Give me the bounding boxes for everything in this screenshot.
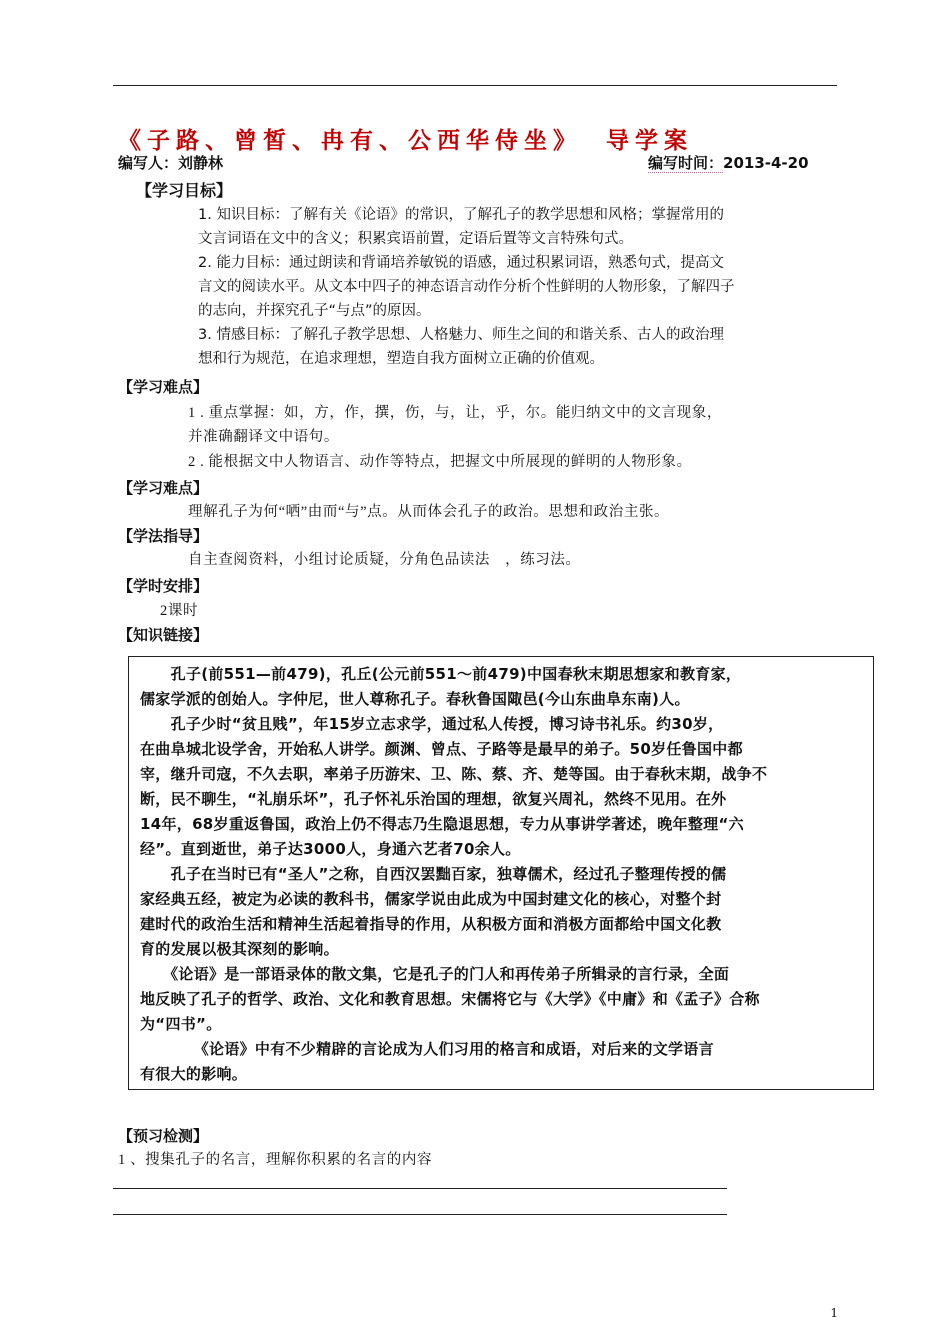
difficulty-body-1 [188,401,722,425]
goals-line: 1. 知识目标：了解有关《论语》的常识，了解孔子的教学思想和风格；掌握常用的 [198,207,724,223]
knowledge-line: 《论语》中有不少精辟的言论成为人们习用的格言和成语，对后来的文学语言 [140,1040,714,1058]
difficulty-heading-1: 【学习难点】 [118,378,209,396]
schedule-line: 2课时 [160,603,199,619]
knowledge-line: 在曲阜城北设学舍，开始私人讲学。颜渊、曾点、子路等是最早的弟子。50岁任鲁国中都 [140,740,743,758]
goals-line: 的志向，并探究孔子“与点”的原因。 [198,303,431,319]
difficulty-line: 并准确翻译文中语句。 [188,429,339,445]
goals-line: 2. 能力目标：通过朗读和背诵培养敏锐的语感，通过积累词语，熟悉句式，提高文 [198,255,724,271]
difficulty-body-1b [188,425,339,449]
answer-line[interactable] [113,1188,727,1189]
page-title-suffix: 导学案 [606,127,693,154]
knowledge-body [140,662,866,1087]
knowledge-line: 宰，继升司寇，不久去职，率弟子历游宋、卫、陈、蔡、齐、楚等国。由于春秋末期，战争不 [140,765,768,783]
knowledge-heading: 【知识链接】 [118,626,209,644]
difficulty-line: 1 . 重点掌握：如，方，作，撰，伤，与，让，乎，尔。能归纳文中的文言现象， [188,405,722,421]
method-line: 自主查阅资料，小组讨论质疑，分角色品读法 ，练习法。 [188,552,581,568]
date-value: 2013-4-20 [723,154,809,172]
date-label [648,152,809,173]
method-body [188,548,581,572]
page-title [118,122,838,155]
goals-line: 文言词语在文中的含义；积累宾语前置，定语后置等文言特殊句式。 [198,231,633,247]
knowledge-line: 儒家学派的创始人。字仲尼，世人尊称孔子。春秋鲁国陬邑(今山东曲阜东南)人。 [140,690,690,708]
knowledge-line: 育的发展以极其深刻的影响。 [140,940,339,958]
knowledge-line: 孔子(前551—前479)，孔丘(公元前551～前479)中国春秋末期思想家和教育家， [140,665,742,683]
difficulty-heading-2: 【学习难点】 [118,479,209,497]
goals-line: 想和行为规范，在追求理想，塑造自我方面树立正确的价值观。 [198,351,604,367]
page-title-main: 《子路、曾皙、冉有、公西华侍坐》 [118,127,582,154]
author-label: 编写人：刘静林 [118,154,224,172]
goals-line: 言文的阅读水平。从文本中四子的神态语言动作分析个性鲜明的人物形象，了解四子 [198,279,735,295]
goals-body [198,203,735,371]
top-rule [113,85,837,86]
knowledge-line: 建时代的政治生活和精神生活起着指导的作用，从积极方面和消极方面都给中国文化教 [140,915,722,933]
answer-line[interactable] [113,1214,727,1215]
difficulty-line: 理解孔子为何“哂”由而“与”点。从而体会孔子的政治。思想和政治主张。 [188,504,670,520]
schedule-heading: 【学时安排】 [118,577,209,595]
page-number: 1 [830,1306,838,1320]
knowledge-line: 家经典五经，被定为必读的教科书，儒家学说由此成为中国封建文化的核心，对整个封 [140,890,722,908]
difficulty-body-1c [188,450,692,474]
knowledge-line: 有很大的影响。 [140,1065,248,1083]
method-heading: 【学法指导】 [118,527,209,545]
knowledge-line: 为“四书”。 [140,1015,222,1033]
date-label-text: 编写时间： [648,154,724,172]
preview-heading: 【预习检测】 [118,1127,209,1145]
knowledge-line: 14年，68岁重返鲁国，政治上仍不得志乃生隐退思想，专力从事讲学著述，晚年整理“六 [140,815,744,833]
knowledge-line: 孔子在当时已有“圣人”之称，自西汉罢黜百家，独尊儒术，经过孔子整理传授的儒 [140,865,727,883]
difficulty-line: 2 . 能根据文中人物语言、动作等特点，把握文中所展现的鲜明的人物形象。 [188,454,692,470]
difficulty-body-2 [188,500,669,524]
knowledge-line: 地反映了孔子的哲学、政治、文化和教育思想。宋儒将它与《大学》《中庸》和《孟子》合称 [140,990,760,1008]
goals-heading: 【学习目标】 [136,181,233,200]
preview-line: 1 、搜集孔子的名言，理解你积累的名言的内容 [118,1152,433,1168]
knowledge-line: 孔子少时“贫且贱”，年15岁立志求学，通过私人传授，博习诗书礼乐。约30岁， [140,715,724,733]
knowledge-line: 断，民不聊生，“礼崩乐坏”，孔子怀礼乐治国的理想，欲复兴周礼，然终不见用。在外 [140,790,727,808]
knowledge-line: 经”。直到逝世，弟子达3000人，身通六艺者70余人。 [140,840,521,858]
schedule-body [160,599,198,623]
goals-line: 3. 情感目标：了解孔子教学思想、人格魅力、师生之间的和谐关系、古人的政治理 [198,327,724,343]
preview-body [118,1148,432,1172]
knowledge-line: 《论语》是一部语录体的散文集，它是孔子的门人和再传弟子所辑录的言行录，全面 [140,965,730,983]
